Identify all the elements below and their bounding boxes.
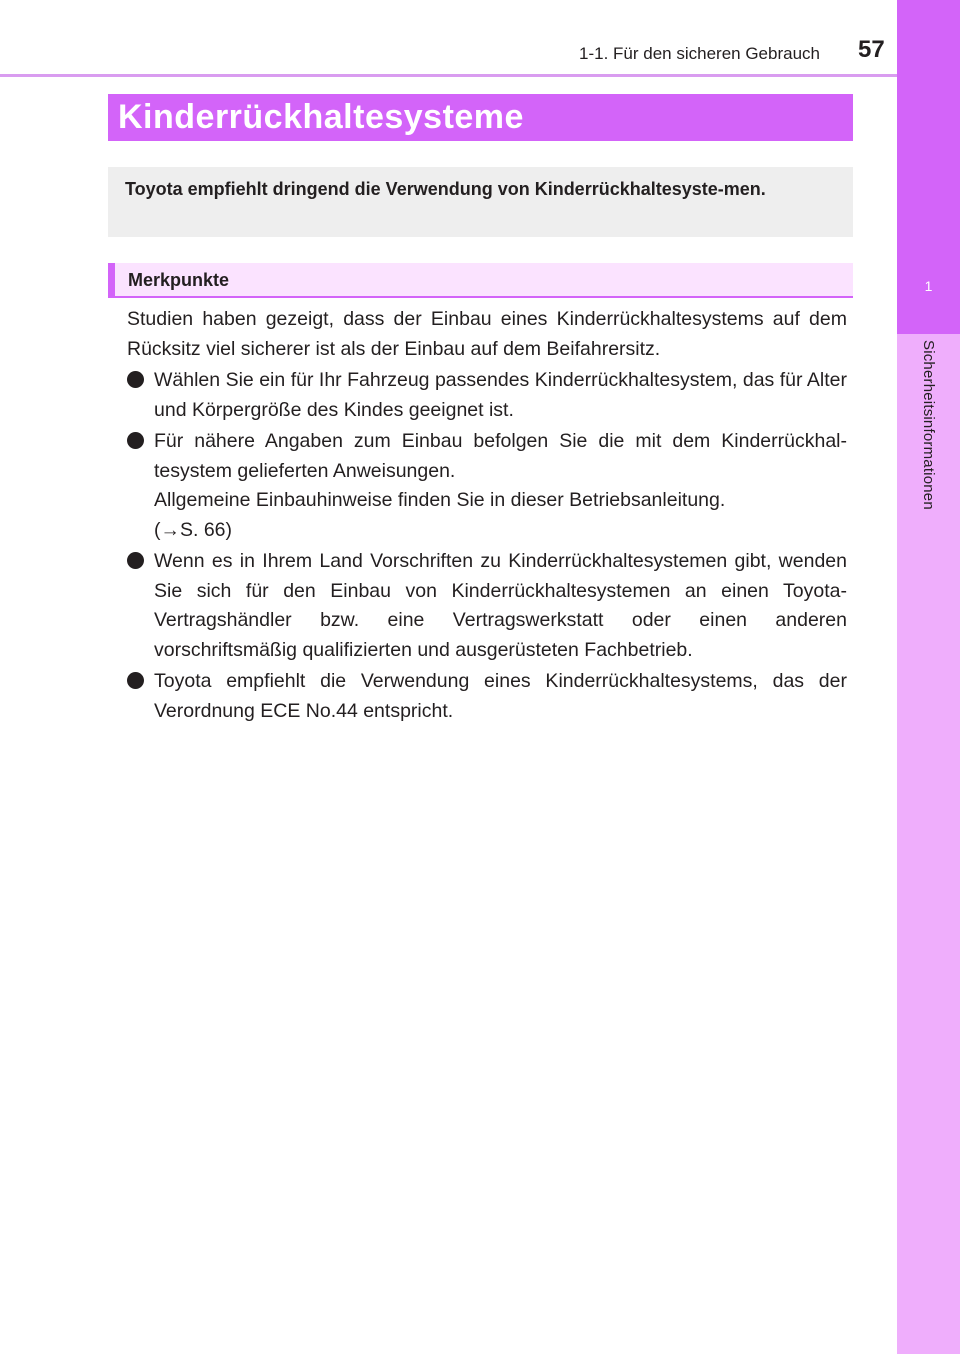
- list-item: [127, 366, 847, 425]
- bullet-icon: [127, 552, 144, 569]
- chapter-side-tab: [897, 0, 960, 1354]
- chapter-number-box: [897, 0, 960, 334]
- list-item: [127, 427, 847, 545]
- list-item: [127, 667, 847, 726]
- page-reference-link[interactable]: (→S. 66): [154, 518, 233, 541]
- list-item-text: Wählen Sie ein für Ihr Fahrzeug passendes Kinderrückhaltesystem, das für Alter und Körpergröße des Kindes geeignet ist.: [154, 369, 847, 421]
- section-title-bar: [108, 94, 853, 141]
- intro-box: [108, 167, 853, 237]
- list-item: [127, 547, 847, 665]
- bullet-list: [127, 366, 847, 726]
- running-header: 1-1. Für den sicheren Gebrauch: [579, 44, 820, 63]
- list-item-text: Wenn es in Ihrem Land Vorschriften zu Kinderrückhaltesystemen gibt, wenden Sie sich für den Einbau von Kinderrückhaltesystemen an einen Toyota-Vertragshändler bzw. eine Vertragswerkstatt oder einen anderen vorschriftsmäßig qualifizierten und ausgerüsteten Fachbetrieb.: [154, 550, 847, 661]
- intro-text: Toyota empfiehlt dringend die Verwendung von Kinderrückhaltesyste-men.: [125, 179, 766, 199]
- bullet-icon: [127, 371, 144, 388]
- list-item-text: Für nähere Angaben zum Einbau befolgen Sie die mit dem Kinderrückhal-tesystem gelieferten Anweisungen.: [154, 430, 847, 482]
- bullet-icon: [127, 672, 144, 689]
- list-item-extra: Allgemeine Einbauhinweise finden Sie in dieser Betriebsanleitung.: [154, 489, 726, 511]
- chapter-title: Sicherheitsinformationen: [920, 340, 937, 510]
- header-divider: [0, 74, 897, 77]
- subheading-accent: [108, 263, 115, 298]
- subheading: Merkpunkte: [128, 270, 230, 290]
- section-title: Kinderrückhaltesysteme: [118, 98, 524, 136]
- body-paragraph: Studien haben gezeigt, dass der Einbau eines Kinderrückhaltesystems auf dem Rücksitz viel sicherer ist als der Einbau auf dem Beifahrersitz.: [127, 308, 847, 360]
- list-item-text: Toyota empfiehlt die Verwendung eines Kinderrückhaltesystems, das der Verordnung ECE No.44 entspricht.: [154, 670, 847, 722]
- bullet-icon: [127, 432, 144, 449]
- page-number: 57: [858, 36, 885, 63]
- subheading-bar: [108, 263, 853, 298]
- chapter-number: 1: [924, 278, 933, 294]
- body-content: [127, 305, 847, 726]
